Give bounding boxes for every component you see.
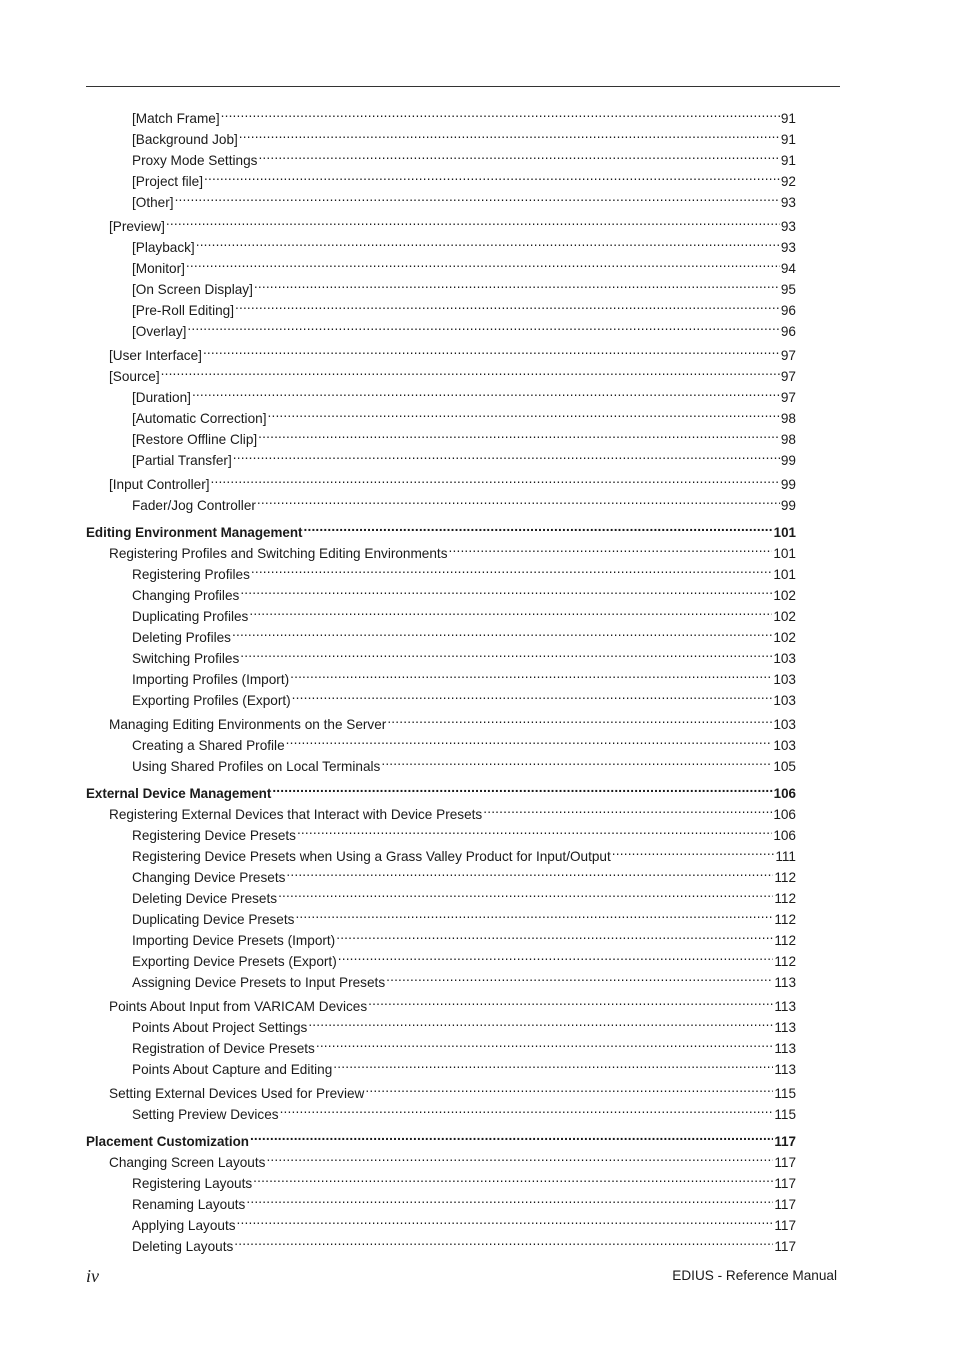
toc-entry-page: 103 [773,717,796,732]
toc-entry-page: 99 [780,498,796,513]
toc-entry-page: 101 [773,525,796,540]
dot-leader [449,537,773,558]
toc-entry[interactable] [86,210,796,234]
toc-entry-title: Switching Profiles [132,651,240,666]
toc-entry-title: Placement Customization [86,1134,249,1149]
toc-entry-page: 91 [780,111,796,126]
toc-entry-page: 113 [774,975,796,990]
toc-entry[interactable] [86,252,796,276]
toc-entry-title: Deleting Layouts [132,1239,234,1254]
toc-entry-title: Setting Preview Devices [132,1107,279,1122]
toc-entry-title: Fader/Jog Controller [132,498,256,513]
toc-entry-page: 97 [780,390,796,405]
toc-entry-page: 112 [774,891,796,906]
toc-entry-page: 112 [774,954,796,969]
toc-entry-title: [Overlay] [132,324,187,339]
toc-entry-page: 98 [780,411,796,426]
toc-entry-page: 112 [774,933,796,948]
toc-section-heading[interactable] [86,516,796,540]
toc-entry-page: 102 [773,588,796,603]
toc-entry[interactable] [86,1077,796,1101]
toc-entry[interactable] [86,360,796,384]
toc-entry-title: Changing Screen Layouts [109,1155,266,1170]
dot-leader [297,819,772,840]
toc-entry-title: Registering Layouts [132,1176,253,1191]
dot-leader [280,1098,774,1119]
toc-entry-page: 102 [773,609,796,624]
toc-entry-title: [Project file] [132,174,204,189]
toc-entry-page: 96 [780,303,796,318]
toc-entry-title: [On Screen Display] [132,282,253,297]
toc-entry-title: [Partial Transfer] [132,453,232,468]
toc-entry-title: Renaming Layouts [132,1197,246,1212]
toc-entry[interactable] [86,273,796,297]
dot-leader [240,579,772,600]
toc-entry-page: 99 [780,453,796,468]
toc-entry-title: Importing Device Presets (Import) [132,933,336,948]
toc-entry-page: 117 [774,1197,796,1212]
toc-section-heading[interactable] [86,777,796,801]
dot-leader [292,684,773,705]
dot-leader [237,1209,774,1230]
toc-entry-page: 113 [774,1041,796,1056]
toc-entry-page: 117 [774,1239,796,1254]
toc-entry-title: Deleting Profiles [132,630,231,645]
toc-entry-page: 115 [774,1107,796,1122]
toc-entry-page: 97 [780,348,796,363]
toc-entry-title: Registering Device Presets when Using a Grass Valley Product for Input/Output [132,849,611,864]
toc-entry-page: 103 [773,651,796,666]
toc-entry-title: Registration of Device Presets [132,1041,315,1056]
toc-entry-page: 111 [775,849,796,864]
toc-entry-title: Registering Profiles [132,567,250,582]
manual-title: EDIUS - Reference Manual [672,1268,837,1283]
dot-leader [295,903,773,924]
toc-entry-title: Deleting Device Presets [132,891,278,906]
dot-leader [386,966,773,987]
toc-entry-title: Registering External Devices that Interact with Device Presets [109,807,483,822]
dot-leader [290,663,772,684]
toc-entry-page: 112 [774,912,796,927]
toc-entry-page: 103 [773,693,796,708]
toc-entry-title: [Automatic Correction] [132,411,267,426]
toc-entry[interactable] [86,231,796,255]
toc-entry[interactable] [86,339,796,363]
dot-leader [333,1053,773,1074]
toc-entry-page: 117 [774,1176,796,1191]
toc-entry-page: 106 [773,828,796,843]
dot-leader [365,1077,773,1098]
toc-entry-page: 105 [773,759,796,774]
dot-leader [316,1032,773,1053]
dot-leader [166,210,780,231]
dot-leader [483,798,772,819]
toc-entry-title: Importing Profiles (Import) [132,672,290,687]
dot-leader [286,729,773,750]
dot-leader [253,1167,773,1188]
dot-leader [258,423,780,444]
toc-section-heading[interactable] [86,1125,796,1149]
dot-leader [233,444,780,465]
toc-entry-title: [Preview] [109,219,165,234]
dot-leader [211,468,780,489]
toc-entry-page: 93 [780,240,796,255]
toc-entry-title: [Other] [132,195,174,210]
toc-entry-title: Changing Profiles [132,588,240,603]
toc-entry-page: 117 [774,1155,796,1170]
dot-leader [338,945,774,966]
toc-entry-title: Proxy Mode Settings [132,153,258,168]
dot-leader [234,1230,773,1251]
toc-entry-title: Assigning Device Presets to Input Presets [132,975,386,990]
toc-entry-title: [Input Controller] [109,477,210,492]
toc-entry-title: External Device Management [86,786,272,801]
dot-leader [266,1146,773,1167]
toc-entry-title: Changing Device Presets [132,870,286,885]
toc-entry[interactable] [86,381,796,405]
dot-leader [308,1011,773,1032]
toc-entry-page: 103 [773,738,796,753]
toc-entry-page: 113 [774,999,796,1014]
dot-leader [336,924,773,945]
dot-leader [368,990,773,1011]
dot-leader [267,402,779,423]
toc-entry-title: Setting External Devices Used for Preview [109,1086,365,1101]
toc-entry-title: [Match Frame] [132,111,220,126]
toc-entry-page: 91 [780,153,796,168]
toc-entry-page: 106 [773,786,796,801]
toc-entry-title: [Restore Offline Clip] [132,432,258,447]
table-of-contents [86,102,796,1254]
toc-entry-title: Points About Capture and Editing [132,1062,333,1077]
dot-leader [250,1125,773,1146]
toc-entry-title: Editing Environment Management [86,525,303,540]
dot-leader [232,621,772,642]
toc-entry-title: Managing Editing Environments on the Server [109,717,387,732]
toc-entry-page: 98 [780,432,796,447]
toc-entry-page: 95 [780,282,796,297]
toc-entry-title: [Duration] [132,390,191,405]
toc-entry-title: [Pre-Roll Editing] [132,303,234,318]
dot-leader [221,102,780,123]
toc-entry[interactable] [86,468,796,492]
toc-entry-page: 97 [780,369,796,384]
dot-leader [278,882,773,903]
toc-entry-page: 93 [780,219,796,234]
toc-entry-title: Registering Device Presets [132,828,296,843]
toc-entry-page: 91 [780,132,796,147]
toc-entry-title: [Source] [109,369,160,384]
toc-entry-title: Points About Project Settings [132,1020,308,1035]
toc-entry-title: Duplicating Device Presets [132,912,295,927]
toc-entry[interactable] [86,402,796,426]
dot-leader [239,123,780,144]
toc-entry-title: Using Shared Profiles on Local Terminals [132,759,381,774]
dot-leader [286,861,773,882]
dot-leader [251,558,772,579]
toc-entry-page: 117 [774,1134,796,1149]
dot-leader [304,516,773,537]
dot-leader [240,642,772,663]
toc-entry-page: 101 [773,546,796,561]
toc-entry-page: 113 [774,1020,796,1035]
toc-entry-title: Points About Input from VARICAM Devices [109,999,368,1014]
toc-entry[interactable] [86,990,796,1014]
dot-leader [204,165,780,186]
toc-entry-title: Applying Layouts [132,1218,236,1233]
toc-entry-page: 102 [773,630,796,645]
toc-entry-title: [Background Job] [132,132,238,147]
toc-entry-page: 117 [774,1218,796,1233]
toc-entry-title: [Playback] [132,240,195,255]
toc-entry-page: 103 [773,672,796,687]
toc-entry[interactable] [86,102,796,126]
toc-entry-title: Exporting Profiles (Export) [132,693,291,708]
dot-leader [249,600,772,621]
dot-leader [387,708,772,729]
toc-entry-title: Exporting Device Presets (Export) [132,954,337,969]
toc-entry[interactable] [86,315,796,339]
dot-leader [175,186,780,207]
dot-leader [161,360,780,381]
dot-leader [203,339,780,360]
toc-entry[interactable] [86,186,796,210]
toc-entry-page: 113 [774,1062,796,1077]
dot-leader [235,294,780,315]
dot-leader [258,144,779,165]
page-number: iv [86,1266,99,1286]
dot-leader [254,273,780,294]
dot-leader [187,315,779,336]
dot-leader [272,777,772,798]
dot-leader [186,252,780,273]
toc-entry-page: 101 [773,567,796,582]
toc-entry-title: Registering Profiles and Switching Editing Environments [109,546,448,561]
toc-entry-page: 94 [780,261,796,276]
toc-entry-title: [Monitor] [132,261,185,276]
toc-entry[interactable] [86,708,796,732]
header-rule [86,86,840,87]
toc-entry-title: Duplicating Profiles [132,609,249,624]
dot-leader [257,489,780,510]
toc-entry-title: [User Interface] [109,348,202,363]
dot-leader [381,750,772,771]
toc-entry-page: 93 [780,195,796,210]
toc-entry-page: 112 [774,870,796,885]
dot-leader [612,840,775,861]
toc-entry-page: 96 [780,324,796,339]
dot-leader [196,231,780,252]
dot-leader [192,381,780,402]
toc-entry-title: Creating a Shared Profile [132,738,285,753]
toc-entry-page: 92 [780,174,796,189]
toc-entry-page: 115 [774,1086,796,1101]
toc-entry-page: 106 [773,807,796,822]
dot-leader [246,1188,773,1209]
toc-entry-page: 99 [780,477,796,492]
